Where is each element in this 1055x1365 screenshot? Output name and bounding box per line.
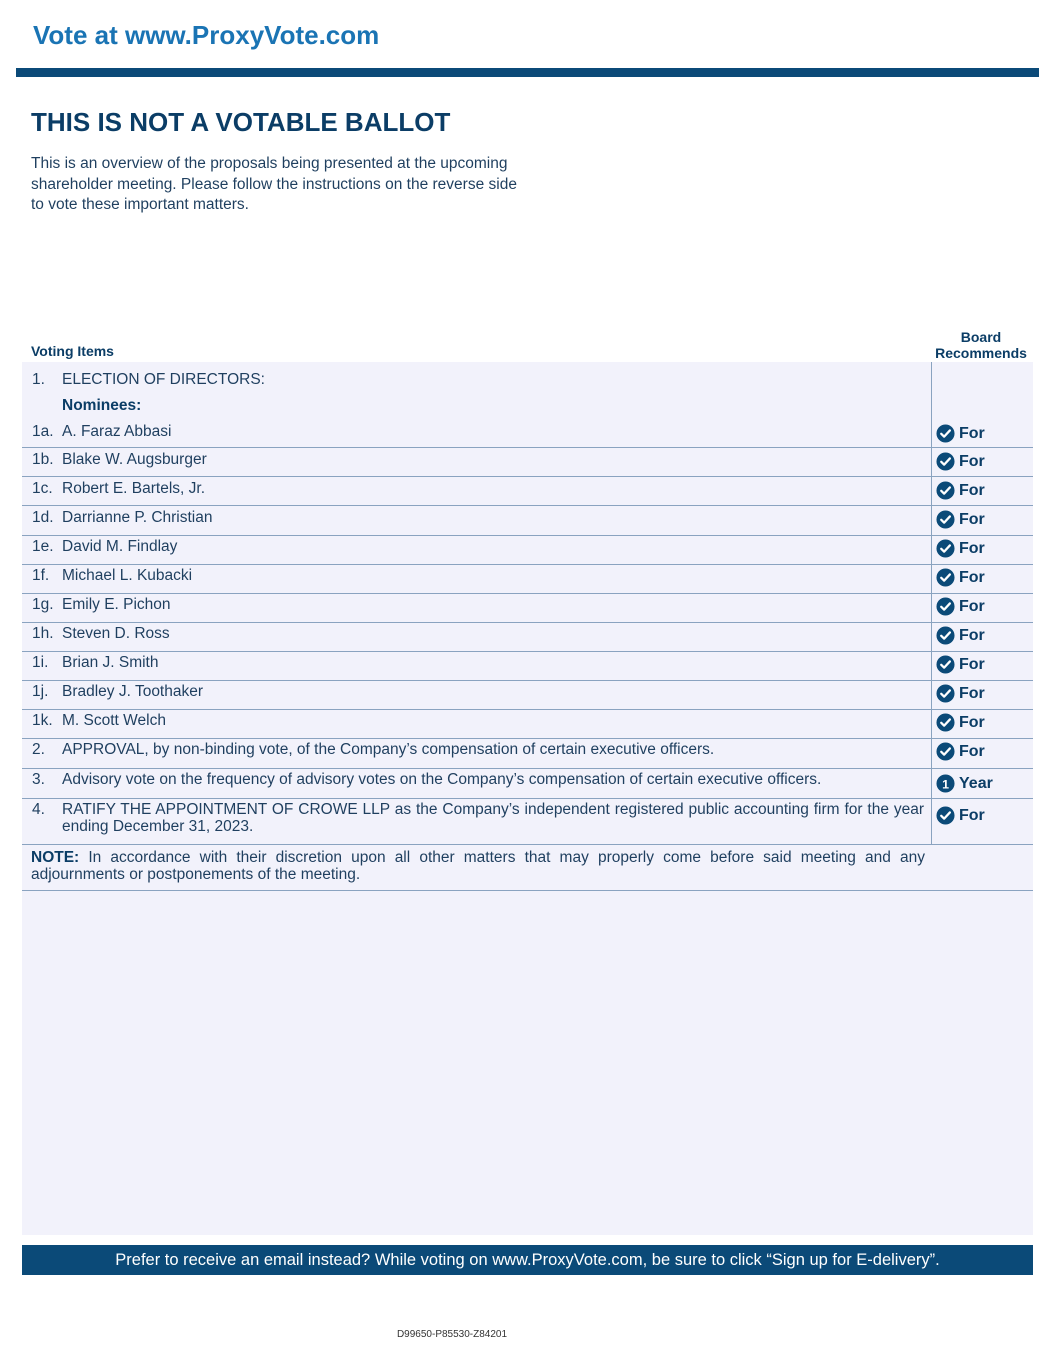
header-title: Vote at www.ProxyVote.com: [33, 20, 380, 50]
voting-item-row: [22, 709, 1033, 739]
board-recommendation: [936, 481, 985, 500]
recommendation-label: For: [959, 539, 985, 557]
item-text: Blake W. Augsburger: [62, 451, 207, 468]
nominees-label: Nominees:: [62, 397, 142, 414]
voting-item-row: [22, 535, 1033, 565]
note-body: In accordance with their discretion upon all other matters that may properly come before said meeting and any adjournments or postponements of the meeting.: [31, 849, 925, 883]
voting-item-row: [22, 768, 1033, 799]
intro-text: This is an overview of the proposals being presented at the upcoming shareholder meeting. Please follow the instructions on the reverse side to vote these important matters.: [31, 155, 517, 213]
badge-number: 1: [942, 777, 949, 792]
checkmark-icon: [936, 626, 955, 645]
board-recommendation: [936, 568, 985, 587]
recommendation-label: For: [959, 597, 985, 615]
document-code: D99650-P85530-Z84201: [396, 1329, 508, 1340]
voting-item-row: [22, 564, 1033, 594]
checkmark-icon: [936, 539, 955, 558]
item-number: 1g.: [32, 596, 54, 613]
board-recommendation: [936, 684, 985, 703]
checkmark-icon: [936, 481, 955, 500]
board-recommendation: [936, 539, 985, 558]
board-header-line1: Board: [960, 329, 1002, 345]
item-text: Brian J. Smith: [62, 654, 159, 671]
voting-item-row: [22, 477, 1033, 506]
board-header-line2: Recommends: [935, 345, 1027, 361]
item-text: Advisory vote on the frequency of advisory votes on the Company’s compensation of certain executive officers.: [62, 771, 822, 788]
board-recommendation: [936, 597, 985, 616]
item-number: 1a.: [32, 423, 54, 440]
checkmark-icon: [936, 742, 955, 761]
item-text: RATIFY THE APPOINTMENT OF CROWE LLP as the Company’s independent registered public accounting firm for the year ending December 31, 2023.: [62, 801, 924, 835]
recommendation-label: For: [959, 655, 985, 673]
checkmark-icon: [936, 424, 955, 443]
item-text: Darrianne P. Christian: [62, 509, 213, 526]
checkmark-icon: [936, 597, 955, 616]
recommendation-label: For: [959, 684, 985, 702]
voting-item-row: [22, 798, 1033, 845]
item-text: Steven D. Ross: [62, 625, 170, 642]
voting-item-row: [22, 506, 1033, 536]
election-num: 1.: [32, 371, 45, 388]
note-text: [31, 849, 925, 883]
recommendation-label: For: [959, 452, 985, 470]
item-number: 3.: [32, 771, 45, 788]
voting-item-row: [22, 651, 1033, 681]
board-recommendation: [936, 510, 985, 529]
voting-item-row: [22, 420, 1033, 448]
recommendation-label: For: [959, 481, 985, 499]
note-label: NOTE:: [31, 849, 80, 866]
recommendation-label: For: [959, 568, 985, 586]
checkmark-icon: [936, 510, 955, 529]
voting-item-row: [22, 738, 1033, 769]
voting-item-row: [22, 622, 1033, 652]
recommendation-label: For: [959, 424, 985, 442]
item-number: 1h.: [32, 625, 54, 642]
checkmark-icon: [936, 568, 955, 587]
board-recommendation: [936, 713, 985, 732]
voting-items-header: Voting Items: [31, 343, 114, 359]
board-recommendation: [936, 742, 985, 761]
board-recommendation: [936, 774, 993, 793]
recommendation-label: For: [959, 742, 985, 760]
item-number: 1b.: [32, 451, 54, 468]
item-text: A. Faraz Abbasi: [62, 423, 172, 440]
board-recommendation: [936, 424, 985, 443]
item-text: Bradley J. Toothaker: [62, 683, 204, 700]
item-text: David M. Findlay: [62, 538, 178, 555]
item-number: 1e.: [32, 538, 54, 555]
recommendation-label: For: [959, 626, 985, 644]
recommendation-label: For: [959, 713, 985, 731]
item-number: 1f.: [32, 567, 50, 584]
board-recommends-header: [928, 329, 1034, 361]
recommendation-label: For: [959, 510, 985, 528]
board-recommendation: [936, 806, 985, 825]
voting-item-row: [22, 448, 1033, 477]
item-number: 1j.: [32, 683, 49, 700]
board-recommendation: [936, 626, 985, 645]
item-number: 4.: [32, 801, 45, 818]
note-divider: [22, 890, 1033, 891]
checkmark-icon: [936, 655, 955, 674]
board-recommendation: [936, 452, 985, 471]
checkmark-icon: [936, 684, 955, 703]
item-number: 1c.: [32, 480, 53, 497]
recommendation-label: For: [959, 806, 985, 824]
checkmark-icon: [936, 452, 955, 471]
item-number: 2.: [32, 741, 45, 758]
voting-item-row: [22, 593, 1033, 623]
voting-item-row: [22, 680, 1033, 710]
item-text: Emily E. Pichon: [62, 596, 171, 613]
number-badge-icon: [936, 774, 955, 793]
item-number: 1d.: [32, 509, 54, 526]
ballot-title: THIS IS NOT A VOTABLE BALLOT: [31, 107, 451, 137]
election-label: ELECTION OF DIRECTORS:: [62, 371, 265, 388]
item-number: 1i.: [32, 654, 49, 671]
checkmark-icon: [936, 713, 955, 732]
edelivery-banner: Prefer to receive an email instead? While voting on www.ProxyVote.com, be sure to click “Sign up for E-delivery”.: [22, 1245, 1033, 1275]
header-divider: [16, 68, 1039, 77]
checkmark-icon: [936, 806, 955, 825]
item-text: M. Scott Welch: [62, 712, 166, 729]
recommendation-label: Year: [959, 774, 993, 792]
board-recommendation: [936, 655, 985, 674]
item-number: 1k.: [32, 712, 53, 729]
item-text: APPROVAL, by non-binding vote, of the Company’s compensation of certain executive officers.: [62, 741, 715, 758]
item-text: Robert E. Bartels, Jr.: [62, 480, 205, 497]
item-text: Michael L. Kubacki: [62, 567, 193, 584]
